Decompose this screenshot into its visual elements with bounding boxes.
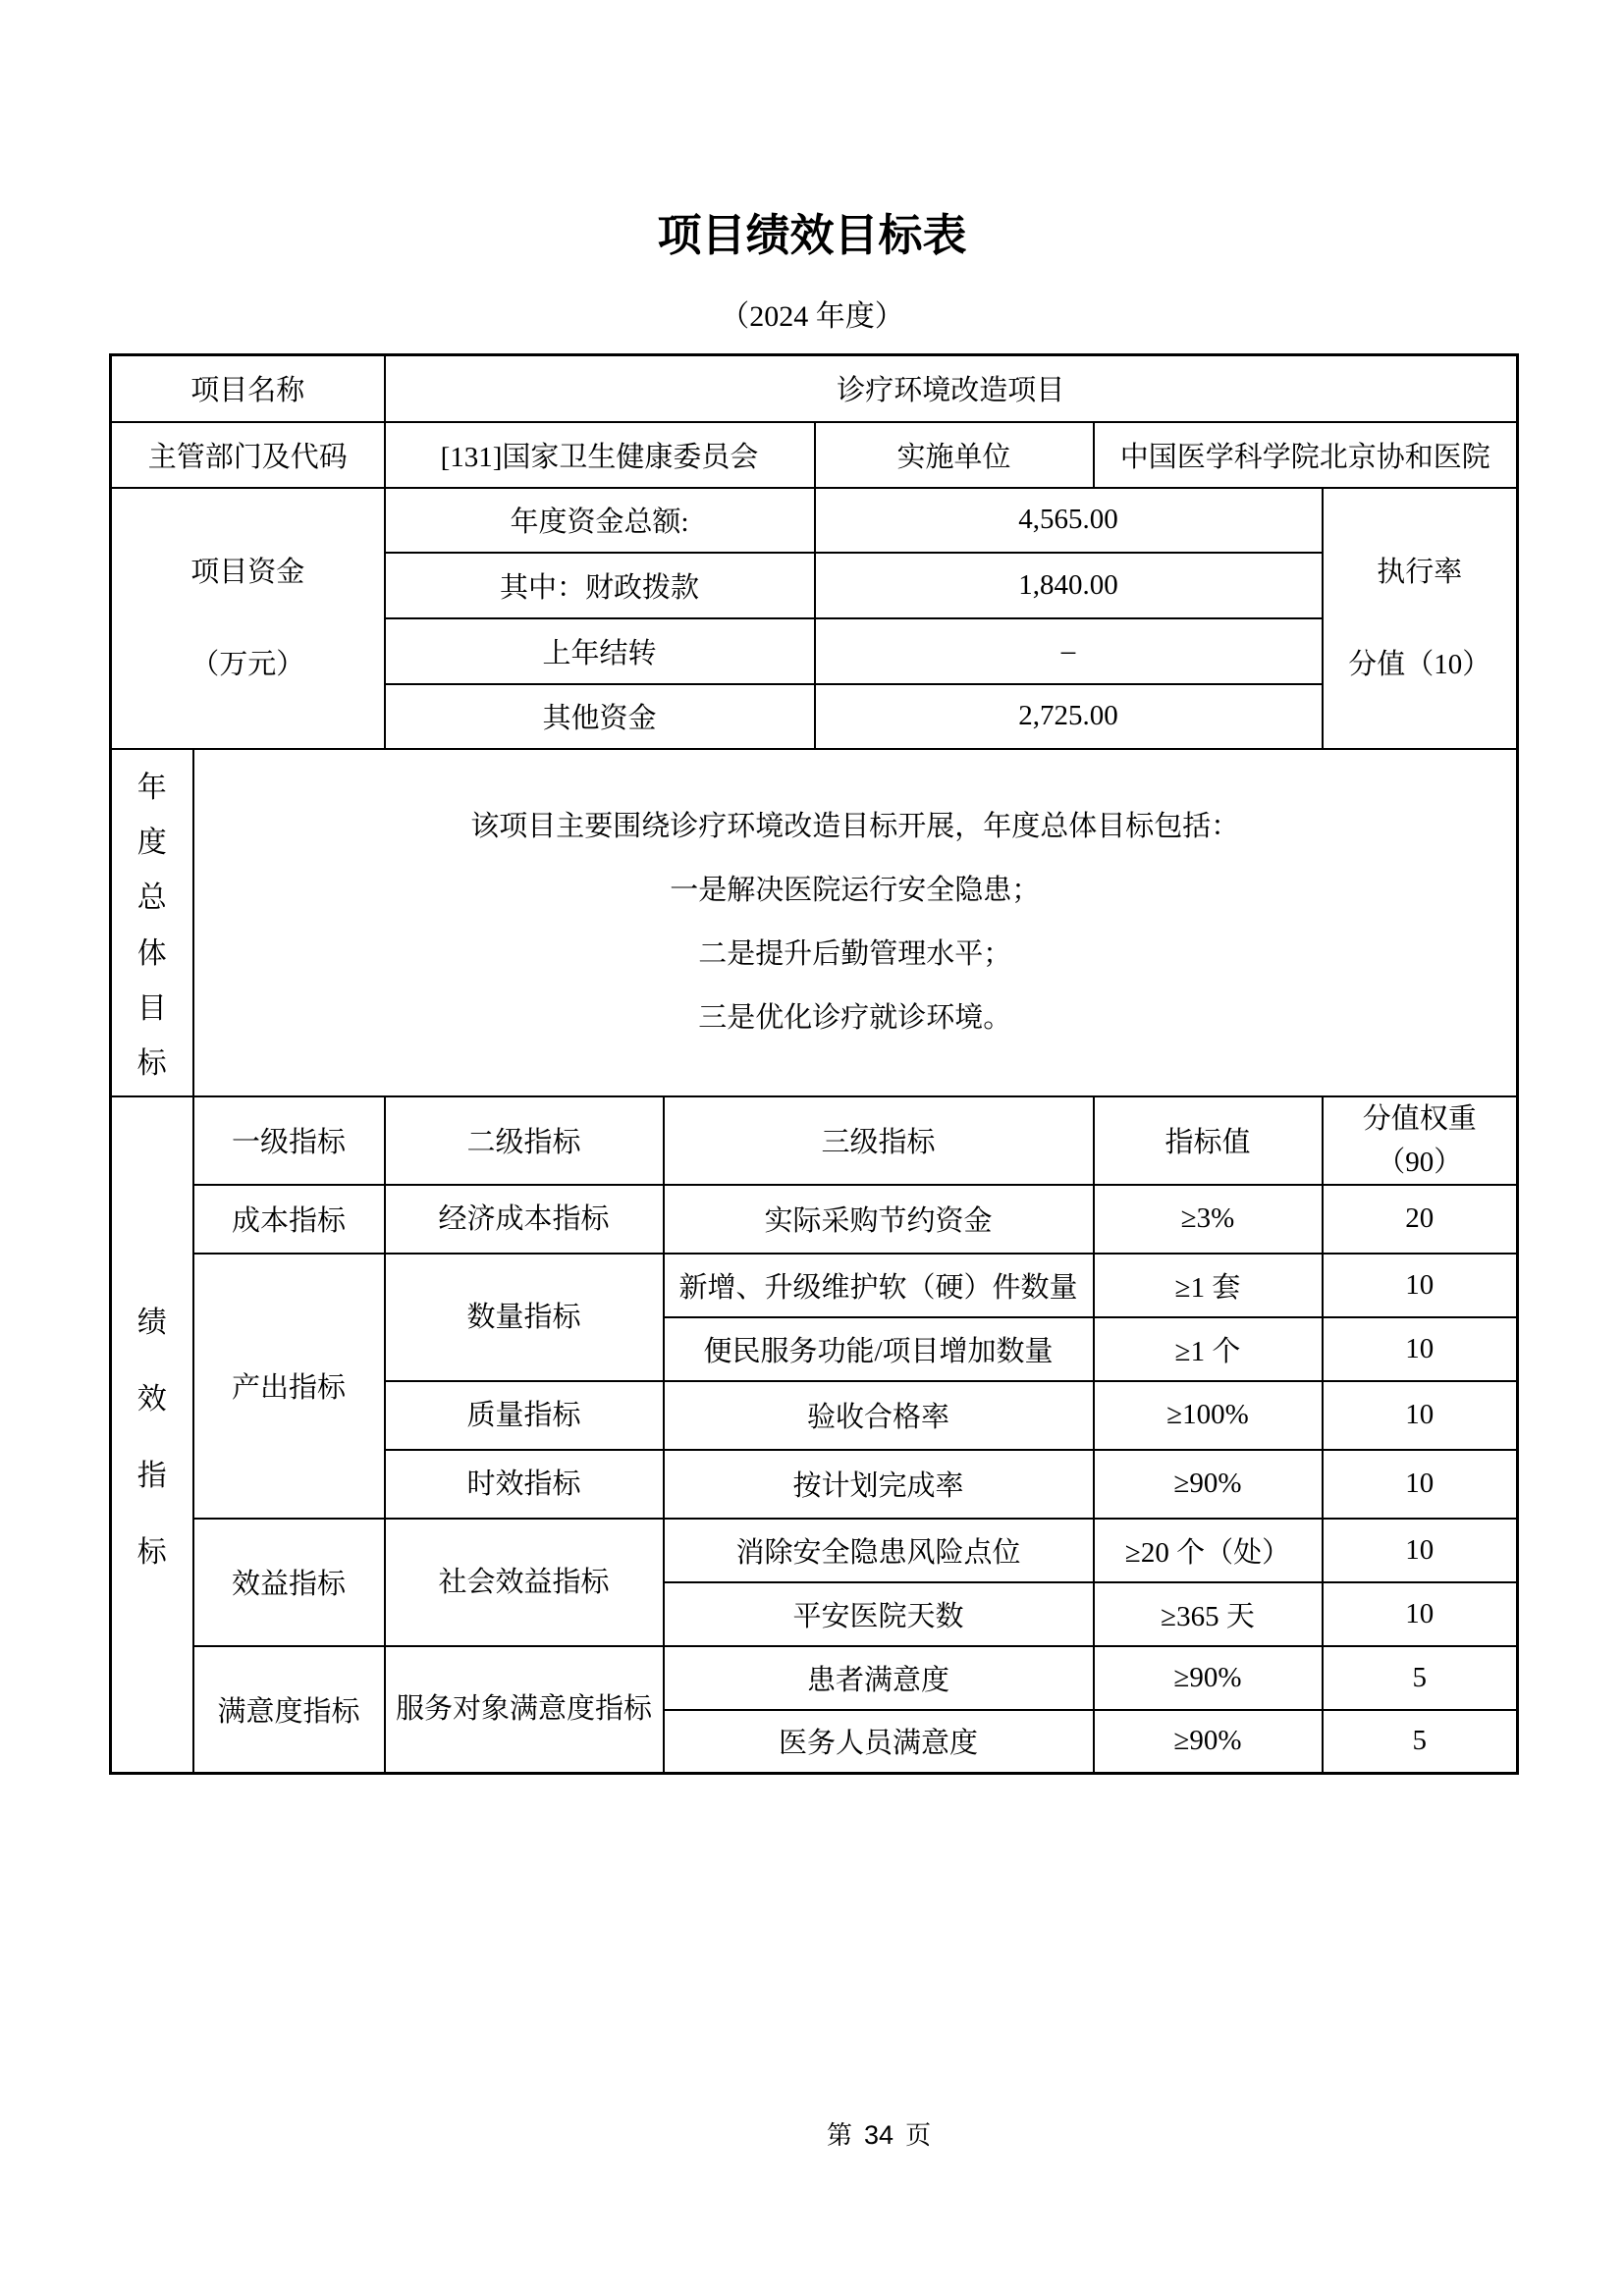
table-row bbox=[111, 355, 1518, 422]
page-title: 项目绩效目标表 bbox=[657, 210, 967, 260]
page-number-value: 34 bbox=[864, 2120, 894, 2150]
weight-cell: 10 bbox=[1323, 1254, 1518, 1317]
vertical-char: 体 bbox=[136, 936, 167, 970]
level1-cell: 成本指标 bbox=[193, 1185, 385, 1254]
header-weight-line2: （90） bbox=[1377, 1146, 1463, 1178]
page-number bbox=[827, 2118, 931, 2153]
annual-goal-content bbox=[193, 749, 1518, 1096]
fund-carryover-value: – bbox=[815, 618, 1323, 684]
table-row bbox=[111, 749, 1518, 1096]
project-name-value: 诊疗环境改造项目 bbox=[385, 355, 1518, 422]
value-cell: ≥1 套 bbox=[1094, 1254, 1323, 1317]
vertical-char: 总 bbox=[136, 881, 167, 915]
fund-carryover-label: 上年结转 bbox=[385, 618, 815, 684]
value-cell: ≥90% bbox=[1094, 1450, 1323, 1519]
page-subtitle: （2024 年度） bbox=[720, 300, 904, 333]
performance-target-table bbox=[109, 353, 1519, 1775]
level3-cell: 消除安全隐患风险点位 bbox=[664, 1519, 1094, 1582]
vertical-char: 绩 bbox=[136, 1307, 167, 1340]
department-label: 主管部门及代码 bbox=[111, 422, 385, 488]
goal-line: 二是提升后勤管理水平； bbox=[698, 937, 1012, 970]
implementing-unit-value: 中国医学科学院北京协和医院 bbox=[1094, 422, 1518, 488]
table-row bbox=[111, 488, 1518, 553]
value-cell: ≥90% bbox=[1094, 1646, 1323, 1710]
goal-line: 三是优化诊疗就诊环境。 bbox=[698, 1001, 1012, 1034]
indicator-row bbox=[111, 1254, 1518, 1317]
header-weight bbox=[1323, 1096, 1518, 1185]
project-name-label: 项目名称 bbox=[111, 355, 385, 422]
goal-line: 该项目主要围绕诊疗环境改造目标开展，年度总体目标包括： bbox=[470, 810, 1240, 842]
project-funds-label-line2: （万元） bbox=[190, 648, 305, 680]
level3-cell: 实际采购节约资金 bbox=[664, 1185, 1094, 1254]
vertical-char: 标 bbox=[136, 1047, 167, 1081]
indicator-row bbox=[111, 1185, 1518, 1254]
department-value: [131]国家卫生健康委员会 bbox=[385, 422, 815, 488]
value-cell: ≥1 个 bbox=[1094, 1317, 1323, 1381]
value-cell: ≥3% bbox=[1094, 1185, 1323, 1254]
level1-cell: 产出指标 bbox=[193, 1254, 385, 1519]
execution-rate-line2: 分值（10） bbox=[1348, 648, 1491, 680]
value-cell: ≥100% bbox=[1094, 1381, 1323, 1450]
level3-cell: 医务人员满意度 bbox=[664, 1710, 1094, 1774]
vertical-char: 标 bbox=[136, 1536, 167, 1570]
weight-cell: 20 bbox=[1323, 1185, 1518, 1254]
vertical-char: 效 bbox=[136, 1383, 167, 1416]
execution-rate-cell bbox=[1323, 488, 1518, 749]
weight-cell: 10 bbox=[1323, 1519, 1518, 1582]
level2-cell: 社会效益指标 bbox=[385, 1519, 664, 1646]
header-value: 指标值 bbox=[1094, 1096, 1323, 1185]
level2-cell: 质量指标 bbox=[385, 1381, 664, 1450]
header-level3: 三级指标 bbox=[664, 1096, 1094, 1185]
goal-line: 一是解决医院运行安全隐患； bbox=[670, 874, 1041, 906]
project-funds-label-line1: 项目资金 bbox=[190, 556, 305, 588]
header-level2: 二级指标 bbox=[385, 1096, 664, 1185]
level2-cell: 时效指标 bbox=[385, 1450, 664, 1519]
vertical-char: 度 bbox=[136, 826, 167, 859]
level2-cell: 数量指标 bbox=[385, 1254, 664, 1381]
project-funds-label bbox=[111, 488, 385, 749]
implementing-unit-label: 实施单位 bbox=[815, 422, 1094, 488]
fund-total-value: 4,565.00 bbox=[815, 488, 1323, 553]
level3-cell: 按计划完成率 bbox=[664, 1450, 1094, 1519]
vertical-char: 目 bbox=[136, 992, 167, 1026]
value-cell: ≥365 天 bbox=[1094, 1582, 1323, 1646]
annual-goal-vertical-label bbox=[111, 749, 193, 1096]
fund-fiscal-label: 其中：财政拨款 bbox=[385, 553, 815, 618]
weight-cell: 5 bbox=[1323, 1646, 1518, 1710]
weight-cell: 10 bbox=[1323, 1317, 1518, 1381]
level3-cell: 验收合格率 bbox=[664, 1381, 1094, 1450]
fund-total-label: 年度资金总额: bbox=[385, 488, 815, 553]
weight-cell: 10 bbox=[1323, 1450, 1518, 1519]
fund-other-value: 2,725.00 bbox=[815, 684, 1323, 749]
page-number-prefix: 第 bbox=[827, 2121, 853, 2150]
level3-cell: 平安医院天数 bbox=[664, 1582, 1094, 1646]
level3-cell: 患者满意度 bbox=[664, 1646, 1094, 1710]
level1-cell: 效益指标 bbox=[193, 1519, 385, 1646]
vertical-char: 年 bbox=[136, 771, 167, 804]
indicator-row bbox=[111, 1519, 1518, 1582]
level1-cell: 满意度指标 bbox=[193, 1646, 385, 1774]
fund-other-label: 其他资金 bbox=[385, 684, 815, 749]
execution-rate-line1: 执行率 bbox=[1377, 556, 1463, 588]
header-weight-line1: 分值权重 bbox=[1362, 1102, 1477, 1135]
table-row bbox=[111, 1096, 1518, 1185]
level3-cell: 新增、升级维护软（硬）件数量 bbox=[664, 1254, 1094, 1317]
weight-cell: 10 bbox=[1323, 1582, 1518, 1646]
value-cell: ≥90% bbox=[1094, 1710, 1323, 1774]
page-number-suffix: 页 bbox=[905, 2121, 932, 2150]
weight-cell: 10 bbox=[1323, 1381, 1518, 1450]
header-level1: 一级指标 bbox=[193, 1096, 385, 1185]
vertical-char: 指 bbox=[136, 1460, 167, 1493]
level2-cell: 服务对象满意度指标 bbox=[385, 1646, 664, 1774]
weight-cell: 5 bbox=[1323, 1710, 1518, 1774]
level2-cell: 经济成本指标 bbox=[385, 1185, 664, 1254]
table-row bbox=[111, 422, 1518, 488]
indicator-row bbox=[111, 1646, 1518, 1710]
fund-fiscal-value: 1,840.00 bbox=[815, 553, 1323, 618]
value-cell: ≥20 个（处） bbox=[1094, 1519, 1323, 1582]
level3-cell: 便民服务功能/项目增加数量 bbox=[664, 1317, 1094, 1381]
performance-indicators-vertical-label bbox=[111, 1096, 193, 1774]
